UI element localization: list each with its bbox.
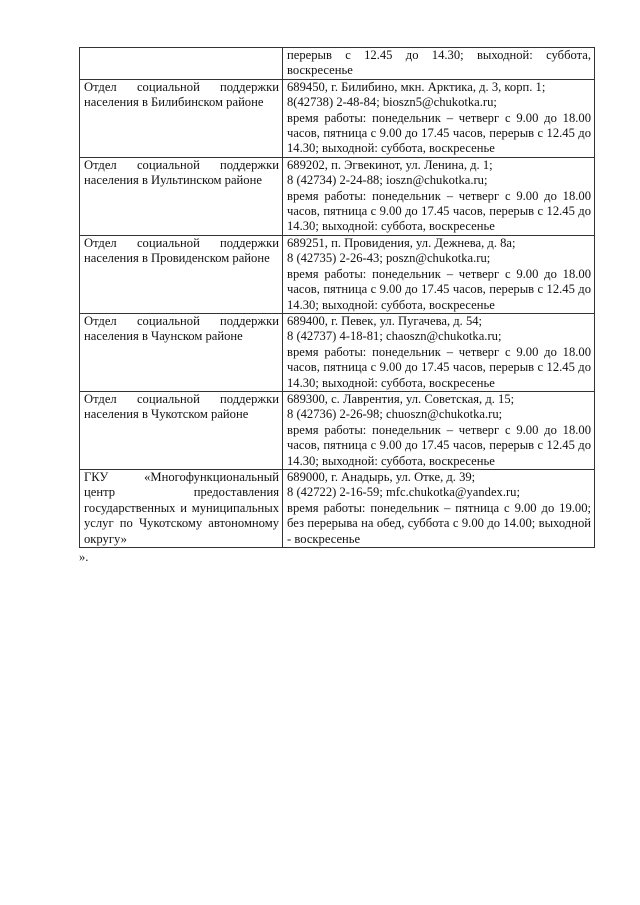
table-row	[80, 391, 595, 469]
table-row	[80, 235, 595, 313]
office-name-cell	[80, 469, 283, 547]
office-info-cell	[283, 48, 595, 80]
social-support-offices-table	[79, 47, 595, 548]
office-info-cell	[283, 391, 595, 469]
office-info-cell	[283, 313, 595, 391]
office-address: 689202, п. Эгвекинот, ул. Ленина, д. 1;	[287, 157, 493, 172]
office-contacts: 8 (42737) 4-18-81; chaoszn@chukotka.ru;	[287, 329, 502, 344]
office-address: 689450, г. Билибино, мкн. Арктика, д. 3, корп. 1;	[287, 79, 546, 94]
office-hours: время работы: понедельник – четверг с 9.00 до 18.00 часов, пятница с 9.00 до 17.45 часов, перерыв с 12.45 до 14.30; выходной: суббота, воскресенье	[287, 188, 591, 234]
closing-quote-mark: ».	[79, 550, 89, 564]
office-name-cell	[80, 313, 283, 391]
office-hours: время работы: понедельник – четверг с 9.00 до 18.00 часов, пятница с 9.00 до 17.45 часов, перерыв с 12.45 до 14.30; выходной: суббота, воскресенье	[287, 110, 591, 156]
office-name: Отдел социальной поддержки населения в Чаунском районе	[84, 313, 279, 344]
office-name-cell	[80, 391, 283, 469]
office-address: 689251, п. Провидения, ул. Дежнева, д. 8а;	[287, 235, 516, 250]
office-contacts: 8 (42736) 2-26-98; chuoszn@chukotka.ru;	[287, 407, 503, 422]
office-name: Отдел социальной поддержки населения в Провиденском районе	[84, 235, 279, 266]
office-name: Отдел социальной поддержки населения в Чукотском районе	[84, 391, 279, 422]
table-row	[80, 157, 595, 235]
office-info-cell	[283, 79, 595, 157]
office-name-cell	[80, 79, 283, 157]
office-info-cell	[283, 469, 595, 547]
office-contacts: 8 (42722) 2-16-59; mfc.chukotka@yandex.ru;	[287, 485, 520, 500]
office-name-cell	[80, 235, 283, 313]
office-name: Отдел социальной поддержки населения в Билибинском районе	[84, 79, 279, 110]
office-name: ГКУ «Многофункциональный центр предоставления государственных и муниципальных услуг по Чукотскому автономному округу»	[84, 469, 279, 546]
office-address: 689400, г. Певек, ул. Пугачева, д. 54;	[287, 313, 483, 328]
table-row	[80, 313, 595, 391]
office-name: Отдел социальной поддержки населения в Иультинском районе	[84, 157, 279, 188]
office-name-cell	[80, 48, 283, 80]
table-row	[80, 48, 595, 80]
table-row	[80, 469, 595, 547]
office-hours: время работы: понедельник – пятница с 9.00 до 19.00; без перерыва на обед, суббота с 9.00 до 14.00; выходной - воскресенье	[287, 500, 591, 546]
office-address: 689300, с. Лаврентия, ул. Советская, д. 15;	[287, 391, 515, 406]
office-hours: время работы: понедельник – четверг с 9.00 до 18.00 часов, пятница с 9.00 до 17.45 часов, перерыв с 12.45 до 14.30; выходной: суббота, воскресенье	[287, 344, 591, 390]
office-address: 689000, г. Анадырь, ул. Отке, д. 39;	[287, 469, 476, 484]
table-row	[80, 79, 595, 157]
office-hours: время работы: понедельник – четверг с 9.00 до 18.00 часов, пятница с 9.00 до 17.45 часов, перерыв с 12.45 до 14.30; выходной: суббота, воскресенье	[287, 266, 591, 312]
office-info-cell	[283, 235, 595, 313]
office-name-cell	[80, 157, 283, 235]
office-contacts: 8 (42734) 2-24-88; ioszn@chukotka.ru;	[287, 173, 488, 188]
office-hours: время работы: понедельник – четверг с 9.00 до 18.00 часов, пятница с 9.00 до 17.45 часов, перерыв с 12.45 до 14.30; выходной: суббота, воскресенье	[287, 422, 591, 468]
office-contacts: 8(42738) 2-48-84; bioszn5@chukotka.ru;	[287, 95, 497, 110]
office-info-cell	[283, 157, 595, 235]
office-contacts: 8 (42735) 2-26-43; poszn@chukotka.ru;	[287, 251, 491, 266]
office-hours: перерыв с 12.45 до 14.30; выходной: суббота, воскресенье	[287, 48, 591, 78]
